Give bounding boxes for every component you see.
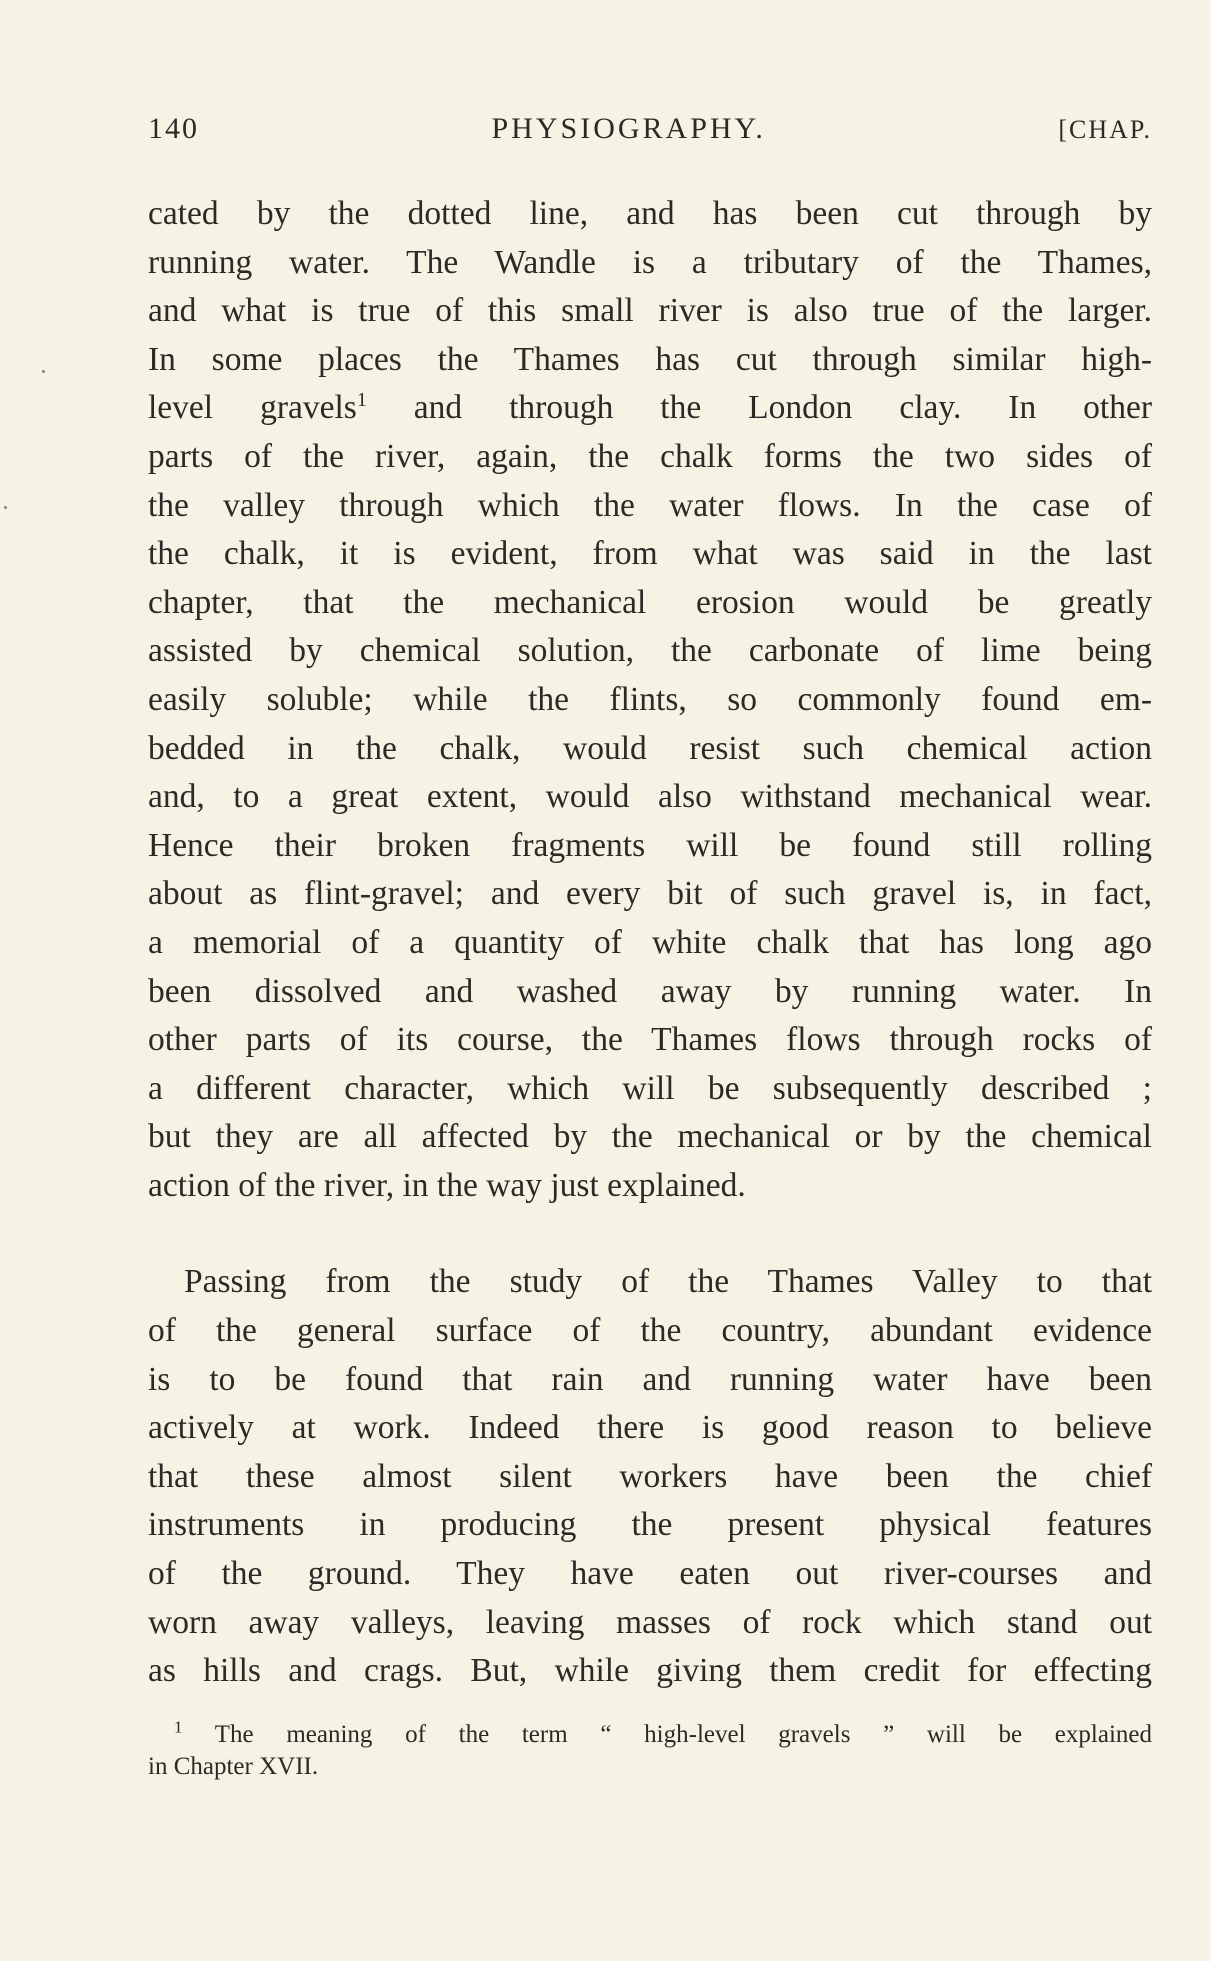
text-line: that these almost silent workers have been the chief: [148, 1457, 1152, 1495]
text-line: is to be found that rain and running water have been: [148, 1360, 1152, 1398]
text-fragment: level gravels: [148, 389, 357, 427]
paragraph-gap: [148, 1210, 1152, 1258]
text-line: and what is true of this small river is also true of the larger.: [148, 292, 1152, 330]
paragraph-1: [148, 190, 1152, 1210]
text-line: actively at work. Indeed there is good reason to believe: [148, 1409, 1152, 1447]
text-line: assisted by chemical solution, the carbonate of lime being: [148, 632, 1152, 670]
running-header: [148, 112, 1152, 152]
chapter-marker: [CHAP.: [1058, 115, 1152, 144]
text-line: a different character, which will be subsequently described ;: [148, 1069, 1152, 1107]
text-line: chapter, that the mechanical erosion would be greatly: [148, 583, 1152, 621]
footnote-line: [148, 1719, 1152, 1751]
text-fragment: and through the London clay. In other: [413, 389, 1153, 427]
text-line: cated by the dotted line, and has been cut through by: [148, 195, 1152, 232]
footnote-reference: 1: [356, 389, 367, 412]
text-line: of the general surface of the country, abundant evidence: [148, 1312, 1152, 1350]
text-line: a memorial of a quantity of white chalk that has long ago: [148, 923, 1152, 961]
text-line: easily soluble; while the flints, so commonly found em-: [148, 680, 1152, 718]
text-line: as hills and crags. But, while giving them credit for effecting: [148, 1652, 1152, 1690]
text-line: worn away valleys, leaving masses of rock which stand out: [148, 1603, 1152, 1641]
text-line: Passing from the study of the Thames Valley to that: [184, 1263, 1152, 1301]
text-line: In some places the Thames has cut through similar high-: [148, 340, 1152, 378]
text-line: about as flint-gravel; and every bit of such gravel is, in fact,: [148, 875, 1152, 913]
paper-speck: [42, 370, 45, 373]
footnote-mark: 1: [174, 1717, 183, 1737]
text-line: the chalk, it is evident, from what was said in the last: [148, 535, 1152, 573]
running-title: PHYSIOGRAPHY.: [491, 112, 766, 145]
text-line: been dissolved and washed away by running water. In: [148, 972, 1152, 1010]
text-line: action of the river, in the way just explained.: [148, 1166, 746, 1204]
text-line: the valley through which the water flows. In the case of: [148, 486, 1152, 524]
text-line: bedded in the chalk, would resist such chemical action: [148, 729, 1152, 767]
text-line: and, to a great extent, would also withstand mechanical wear.: [148, 778, 1152, 816]
text-line: but they are all affected by the mechanical or by the chemical: [148, 1118, 1152, 1156]
text-line: of the ground. They have eaten out river-courses and: [148, 1555, 1152, 1593]
paper-speck: [4, 506, 7, 509]
main-text: [148, 190, 1152, 1696]
text-line-with-footnote: [148, 384, 1152, 433]
paragraph-2: [148, 1258, 1152, 1695]
text-line: running water. The Wandle is a tributary of the Thames,: [148, 243, 1152, 281]
text-line: parts of the river, again, the chalk forms the two sides of: [148, 437, 1152, 475]
footnote-text: The meaning of the term “ high-level gravels ” will be explained: [214, 1721, 1152, 1748]
footnote-line: in Chapter XVII.: [148, 1753, 319, 1780]
text-line: other parts of its course, the Thames flows through rocks of: [148, 1021, 1152, 1059]
text-line: Hence their broken fragments will be found still rolling: [148, 826, 1152, 864]
footnote: [148, 1719, 1152, 1783]
text-line: instruments in producing the present physical features: [148, 1506, 1152, 1544]
page-number: 140: [148, 112, 199, 145]
